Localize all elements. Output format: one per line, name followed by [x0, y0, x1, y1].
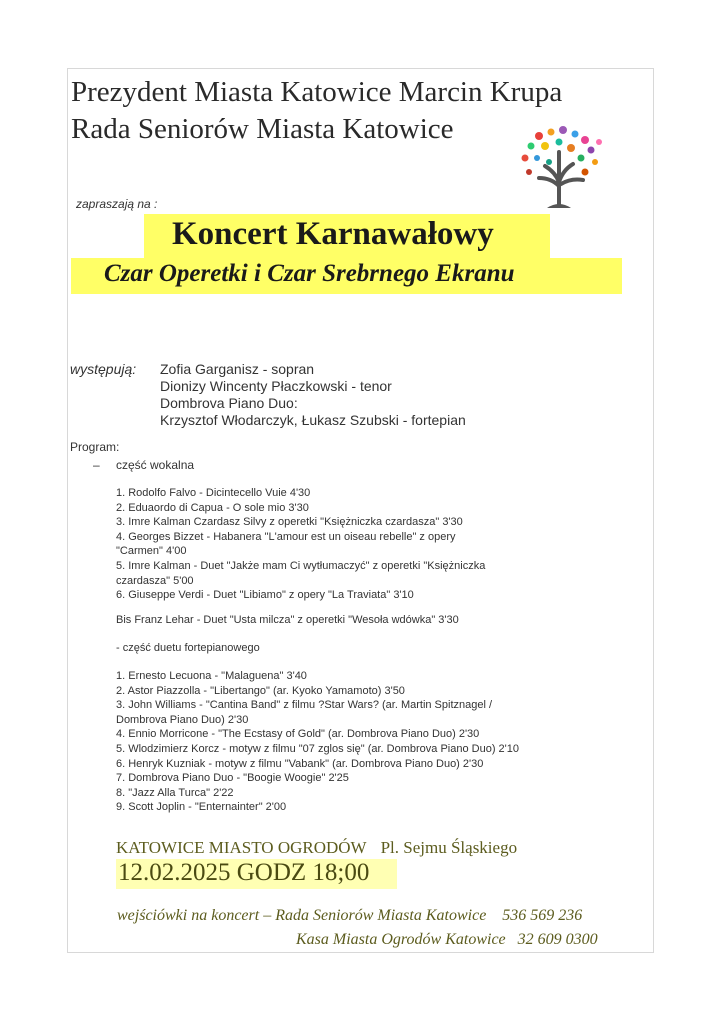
vocal-section-heading [93, 458, 194, 472]
venue-place: Pl. Sejmu Śląskiego [380, 838, 518, 857]
performer-item: Dombrova Piano Duo: [160, 395, 298, 411]
bis-item: Bis Franz Lehar - Duet "Usta milcza" z operetki "Wesoła wdówka" 3'30 [116, 614, 459, 626]
program-item: 1. Rodolfo Falvo - Dicintecello Vuie 4'30 [116, 487, 311, 499]
program-item: 5. Wlodzimierz Korcz - motyw z filmu "07 zglos się" (ar. Dombrova Piano Duo) 2'10 [116, 742, 519, 755]
performer-item: Dionizy Wincenty Płaczkowski - tenor [160, 378, 392, 394]
organizer-line-president: Prezydent Miasta Katowice Marcin Krupa [71, 76, 563, 108]
program-item: 3. John Williams - "Cantina Band" z filmu ?Star Wars? (ar. Martin Spitznagel / Dombrova Piano Duo) 2'30 [116, 699, 493, 726]
venue-line [116, 838, 517, 858]
organizer-line-senior-council: Rada Seniorów Miasta Katowice [71, 113, 454, 145]
program-item: 6. Henryk Kuzniak - motyw z filmu "Vabank" (ar. Dombrova Piano Duo) 2'30 [116, 757, 484, 770]
tickets-line-box-office [296, 931, 598, 949]
program-item: 2. Astor Piazzolla - "Libertango" (ar. Kyoko Yamamoto) 3'50 [116, 684, 405, 697]
colorful-tree-icon [515, 122, 607, 208]
concert-title: Koncert Karnawałowy [172, 216, 494, 252]
tickets-council-text: wejściówki na koncert – Rada Seniorów Miasta Katowice [117, 907, 487, 924]
vocal-program-list [116, 486, 536, 603]
invite-text: zapraszają na : [76, 197, 158, 211]
venue-city: KATOWICE MIASTO OGRODÓW [116, 838, 367, 857]
section-dash: – [93, 458, 100, 472]
tickets-box-office-text: Kasa Miasta Ogrodów Katowice [296, 931, 506, 948]
piano-program-list [116, 669, 536, 815]
program-item: 5. Imre Kalman - Duet "Jakże mam Ci wytłumaczyć" z operetki "Księżniczka czardasza" 5'00 [116, 559, 486, 587]
event-datetime: 12.02.2025 GODZ 18;00 [118, 859, 370, 886]
program-item: 9. Scott Joplin - "Enternainter" 2'00 [116, 801, 287, 814]
tickets-council-phone: 536 569 236 [502, 907, 583, 924]
performer-item: Krzysztof Włodarczyk, Łukasz Szubski - fortepian [160, 412, 466, 428]
concert-subtitle: Czar Operetki i Czar Srebrnego Ekranu [104, 260, 515, 287]
tickets-line-council [117, 907, 582, 925]
program-item: 6. Giuseppe Verdi - Duet "Libiamo" z opery "La Traviata" 3'10 [116, 589, 414, 602]
piano-section-heading: - część duetu fortepianowego [116, 642, 260, 654]
program-item: 4. Georges Bizzet - Habanera "L'amour est un oiseau rebelle" z opery "Carmen" 4'00 [116, 530, 456, 558]
program-item: 2. Eduaordo di Capua - O sole mio 3'30 [116, 501, 309, 514]
program-item: 4. Ennio Morricone - "The Ecstasy of Gold" (ar. Dombrova Piano Duo) 2'30 [116, 728, 480, 741]
tickets-box-office-phone: 32 609 0300 [517, 931, 598, 948]
vocal-heading-text: część wokalna [116, 458, 195, 472]
program-item: 8. "Jazz Alla Turca" 2'22 [116, 786, 234, 799]
performer-item: Zofia Garganisz - sopran [160, 361, 315, 377]
program-item: 1. Ernesto Lecuona - "Malaguena" 3'40 [116, 670, 307, 682]
performers-label: występują: [70, 361, 137, 377]
program-label: Program: [70, 440, 120, 454]
performers-list [160, 361, 466, 429]
program-item: 7. Dombrova Piano Duo - "Boogie Woogie" 2'25 [116, 772, 349, 785]
program-item: 3. Imre Kalman Czardasz Silvy z operetki "Księżniczka czardasza" 3'30 [116, 516, 463, 529]
